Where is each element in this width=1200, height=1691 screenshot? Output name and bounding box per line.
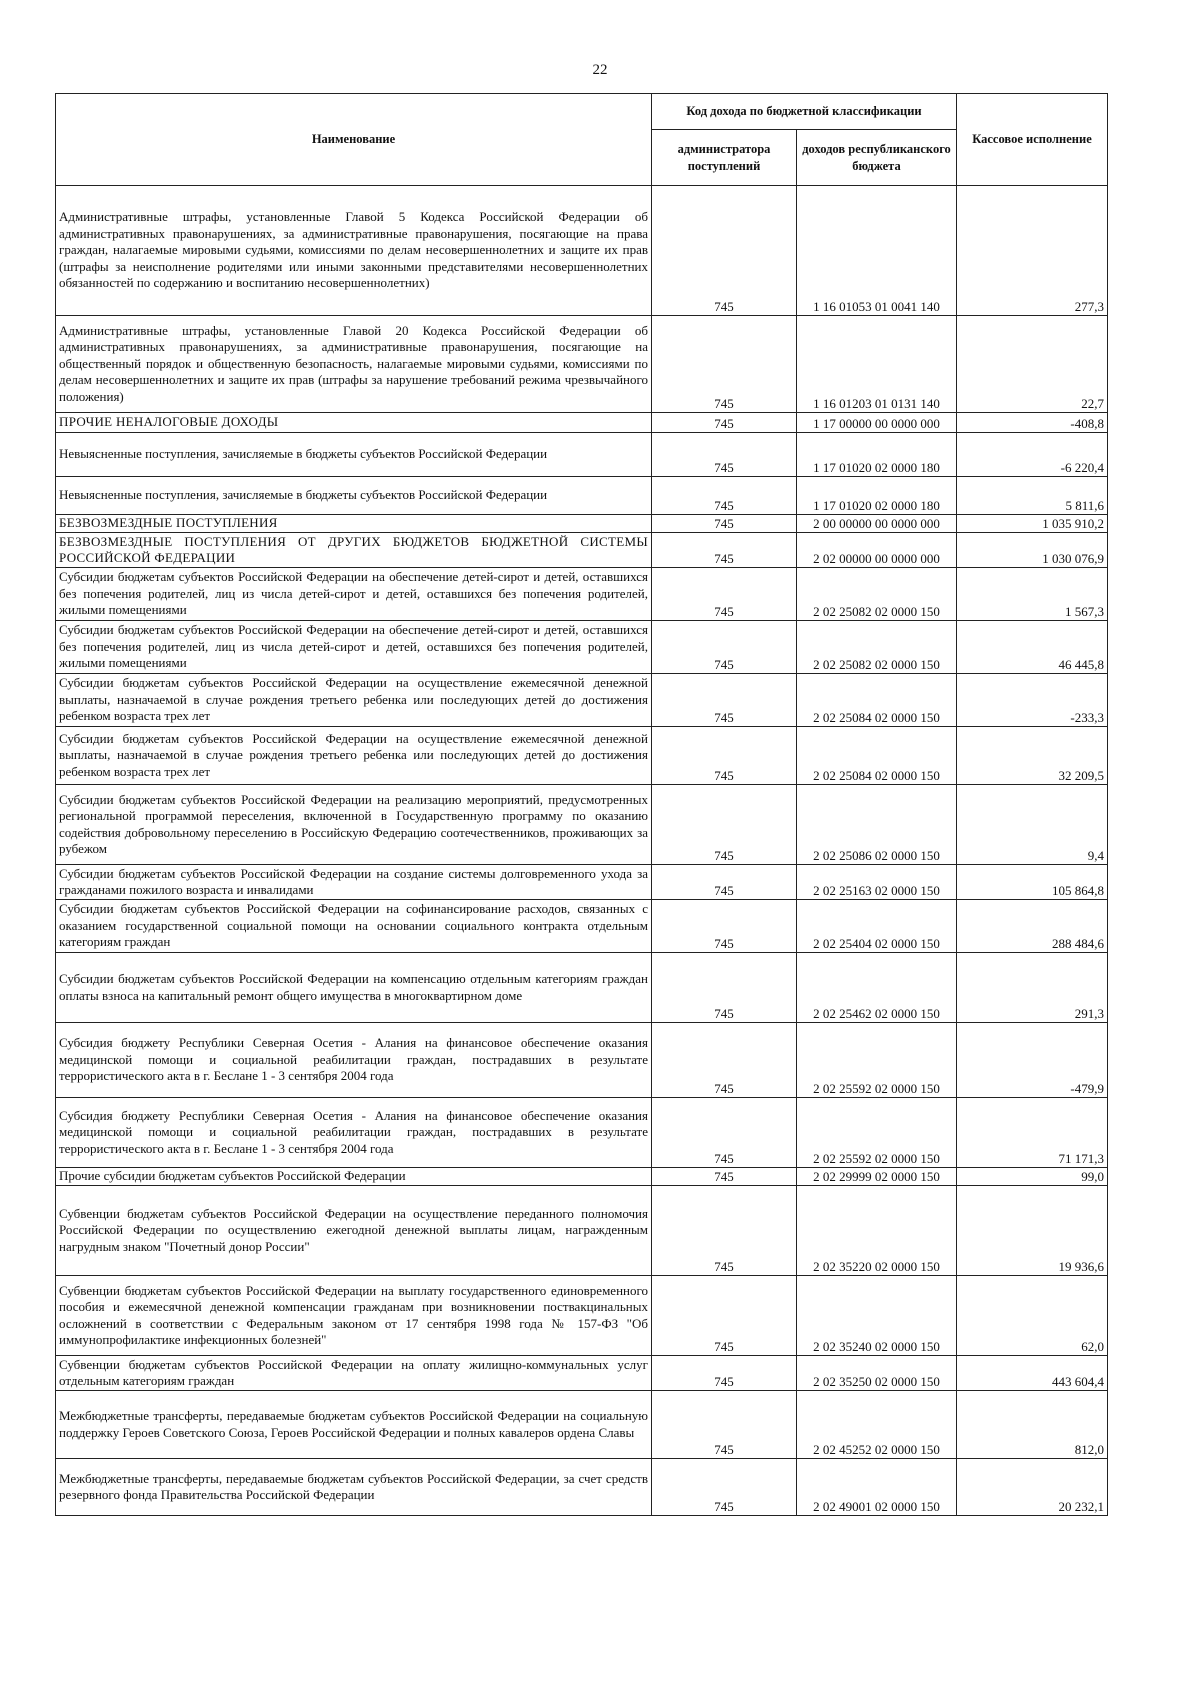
admin-code-cell: 745 (652, 1168, 797, 1186)
revenue-name-cell: Субвенции бюджетам субъектов Российской Федерации на оплату жилищно-коммунальных услуг отдельным категориям граждан (56, 1356, 652, 1391)
revenue-name-cell: Субсидии бюджетам субъектов Российской Федерации на реализацию мероприятий, предусмотренных региональной программой переселения, включенной в Государственную программу по оказанию содействия добровольному переселению в Российскую Федерацию соотечественников, проживающих за рубежом (56, 785, 652, 865)
admin-code-cell: 745 (652, 1276, 797, 1356)
admin-code-cell: 745 (652, 568, 797, 621)
income-code-cell: 1 17 00000 00 0000 000 (797, 413, 957, 433)
execution-value-cell: -6 220,4 (957, 433, 1108, 477)
income-code-cell: 2 00 00000 00 0000 000 (797, 515, 957, 533)
table-row (56, 477, 1108, 515)
income-code-cell: 2 02 25462 02 0000 150 (797, 953, 957, 1023)
execution-value-cell: 812,0 (957, 1391, 1108, 1459)
execution-value-cell: 443 604,4 (957, 1356, 1108, 1391)
execution-value-cell: 62,0 (957, 1276, 1108, 1356)
admin-code-cell: 745 (652, 727, 797, 785)
admin-code-cell: 745 (652, 953, 797, 1023)
income-code-cell: 2 02 00000 00 0000 000 (797, 533, 957, 568)
revenue-name-cell: Невыясненные поступления, зачисляемые в бюджеты субъектов Российской Федерации (56, 433, 652, 477)
execution-value-cell: -408,8 (957, 413, 1108, 433)
execution-value-cell: 32 209,5 (957, 727, 1108, 785)
execution-value-cell: 277,3 (957, 186, 1108, 316)
table-row (56, 1356, 1108, 1391)
execution-value-cell: 1 035 910,2 (957, 515, 1108, 533)
revenue-name-cell: Субсидия бюджету Республики Северная Осетия - Алания на финансовое обеспечение оказания медицинской помощи и социальной реабилитации граждан, пострадавших в результате террористического акта в г. Беслане 1 - 3 сентября 2004 года (56, 1023, 652, 1098)
table-row (56, 186, 1108, 316)
admin-code-cell: 745 (652, 433, 797, 477)
table-row (56, 413, 1108, 433)
revenue-name-cell: Невыясненные поступления, зачисляемые в бюджеты субъектов Российской Федерации (56, 477, 652, 515)
revenue-name-cell: Административные штрафы, установленные Главой 5 Кодекса Российской Федерации об административных правонарушениях, за административные правонарушения, посягающие на права граждан, налагаемые мировыми судьями, комиссиями по делам несовершеннолетних и защите их прав (штрафы за неисполнение родителями или иными законными представителями несовершеннолетних обязанностей по содержанию и воспитанию несовершеннолетних) (56, 186, 652, 316)
admin-code-cell: 745 (652, 413, 797, 433)
admin-code-cell: 745 (652, 1459, 797, 1516)
revenue-name-cell: Субсидии бюджетам субъектов Российской Федерации на обеспечение детей-сирот и детей, оставшихся без попечения родителей, лиц из числа детей-сирот и детей, оставшихся без попечения родителей, жилыми помещениями (56, 621, 652, 674)
revenue-name-cell: Административные штрафы, установленные Главой 20 Кодекса Российской Федерации об административных правонарушениях, за административные правонарушения, посягающие на общественный порядок и общественную безопасность, налагаемые мировыми судьями, комиссиями по делам несовершеннолетних и защите их прав (штрафы за нарушение требований режима чрезвычайного положения) (56, 316, 652, 413)
execution-value-cell: 71 171,3 (957, 1098, 1108, 1168)
table-row (56, 433, 1108, 477)
admin-code-cell: 745 (652, 1098, 797, 1168)
revenue-name-cell: ПРОЧИЕ НЕНАЛОГОВЫЕ ДОХОДЫ (56, 413, 652, 433)
execution-value-cell: 20 232,1 (957, 1459, 1108, 1516)
execution-value-cell: 9,4 (957, 785, 1108, 865)
execution-value-cell: 5 811,6 (957, 477, 1108, 515)
header-execution: Кассовое исполнение (957, 94, 1108, 186)
admin-code-cell: 745 (652, 477, 797, 515)
revenue-name-cell: Субвенции бюджетам субъектов Российской Федерации на выплату государственного единовременного пособия и ежемесячной денежной компенсации гражданам при возникновении поствакцинальных осложнений в соответствии с Федеральным законом от 17 сентября 1998 года № 157-ФЗ "Об иммунопрофилактике инфекционных болезней" (56, 1276, 652, 1356)
admin-code-cell: 745 (652, 900, 797, 953)
header-admin: администратора поступлений (652, 130, 797, 186)
income-code-cell: 2 02 35250 02 0000 150 (797, 1356, 957, 1391)
income-code-cell: 2 02 29999 02 0000 150 (797, 1168, 957, 1186)
header-income: доходов республиканского бюджета (797, 130, 957, 186)
income-code-cell: 2 02 25404 02 0000 150 (797, 900, 957, 953)
income-code-cell: 2 02 25086 02 0000 150 (797, 785, 957, 865)
income-code-cell: 2 02 25084 02 0000 150 (797, 674, 957, 727)
execution-value-cell: 105 864,8 (957, 865, 1108, 900)
header-code-group: Код дохода по бюджетной классификации (652, 94, 957, 130)
revenue-name-cell: Субвенции бюджетам субъектов Российской Федерации на осуществление переданного полномочия Российской Федерации по осуществлению ежегодной денежной выплаты лицам, награжденным нагрудным знаком "Почетный донор России" (56, 1186, 652, 1276)
table-row (56, 533, 1108, 568)
execution-value-cell: -233,3 (957, 674, 1108, 727)
revenue-name-cell: БЕЗВОЗМЕЗДНЫЕ ПОСТУПЛЕНИЯ ОТ ДРУГИХ БЮДЖЕТОВ БЮДЖЕТНОЙ СИСТЕМЫ РОССИЙСКОЙ ФЕДЕРАЦИИ (56, 533, 652, 568)
revenue-name-cell: Межбюджетные трансферты, передаваемые бюджетам субъектов Российской Федерации на социальную поддержку Героев Советского Союза, Героев Российской Федерации и полных кавалеров ордена Славы (56, 1391, 652, 1459)
table-row (56, 1459, 1108, 1516)
table-row (56, 1276, 1108, 1356)
admin-code-cell: 745 (652, 533, 797, 568)
admin-code-cell: 745 (652, 865, 797, 900)
revenue-name-cell: Субсидии бюджетам субъектов Российской Федерации на софинансирование расходов, связанных с оказанием государственной социальной помощи на основании социального контракта отдельным категориям граждан (56, 900, 652, 953)
income-code-cell: 2 02 35220 02 0000 150 (797, 1186, 957, 1276)
admin-code-cell: 745 (652, 515, 797, 533)
revenue-name-cell: БЕЗВОЗМЕЗДНЫЕ ПОСТУПЛЕНИЯ (56, 515, 652, 533)
revenue-name-cell: Субсидии бюджетам субъектов Российской Федерации на обеспечение детей-сирот и детей, оставшихся без попечения родителей, лиц из числа детей-сирот и детей, оставшихся без попечения родителей, жилыми помещениями (56, 568, 652, 621)
income-code-cell: 2 02 45252 02 0000 150 (797, 1391, 957, 1459)
income-code-cell: 2 02 25084 02 0000 150 (797, 727, 957, 785)
table-row (56, 1391, 1108, 1459)
table-row (56, 1186, 1108, 1276)
table-row (56, 621, 1108, 674)
income-code-cell: 2 02 25592 02 0000 150 (797, 1023, 957, 1098)
income-code-cell: 2 02 25082 02 0000 150 (797, 568, 957, 621)
table-row (56, 1168, 1108, 1186)
table-row (56, 316, 1108, 413)
revenue-name-cell: Субсидии бюджетам субъектов Российской Федерации на осуществление ежемесячной денежной выплаты, назначаемой в случае рождения третьего ребенка или последующих детей до достижения ребенком возраста трех лет (56, 674, 652, 727)
income-code-cell: 1 16 01053 01 0041 140 (797, 186, 957, 316)
table-row (56, 515, 1108, 533)
admin-code-cell: 745 (652, 316, 797, 413)
execution-value-cell: 99,0 (957, 1168, 1108, 1186)
execution-value-cell: 22,7 (957, 316, 1108, 413)
income-code-cell: 2 02 25082 02 0000 150 (797, 621, 957, 674)
execution-value-cell: 291,3 (957, 953, 1108, 1023)
income-code-cell: 1 17 01020 02 0000 180 (797, 433, 957, 477)
admin-code-cell: 745 (652, 1356, 797, 1391)
revenue-name-cell: Межбюджетные трансферты, передаваемые бюджетам субъектов Российской Федерации, за счет средств резервного фонда Правительства Российской Федерации (56, 1459, 652, 1516)
execution-value-cell: 288 484,6 (957, 900, 1108, 953)
income-code-cell: 2 02 25592 02 0000 150 (797, 1098, 957, 1168)
page-number: 22 (592, 62, 608, 78)
header-name: Наименование (56, 94, 652, 186)
execution-value-cell: 1 030 076,9 (957, 533, 1108, 568)
admin-code-cell: 745 (652, 1391, 797, 1459)
execution-value-cell: 46 445,8 (957, 621, 1108, 674)
execution-value-cell: 1 567,3 (957, 568, 1108, 621)
table-row (56, 568, 1108, 621)
table-row (56, 865, 1108, 900)
table-row (56, 785, 1108, 865)
revenue-name-cell: Субсидии бюджетам субъектов Российской Федерации на создание системы долговременного ухода за гражданами пожилого возраста и инвалидами (56, 865, 652, 900)
admin-code-cell: 745 (652, 1186, 797, 1276)
execution-value-cell: 19 936,6 (957, 1186, 1108, 1276)
admin-code-cell: 745 (652, 785, 797, 865)
income-code-cell: 1 16 01203 01 0131 140 (797, 316, 957, 413)
revenue-name-cell: Субсидии бюджетам субъектов Российской Федерации на компенсацию отдельным категориям граждан оплаты взноса на капитальный ремонт общего имущества в многоквартирном доме (56, 953, 652, 1023)
revenue-name-cell: Субсидия бюджету Республики Северная Осетия - Алания на финансовое обеспечение оказания медицинской помощи и социальной реабилитации граждан, пострадавших в результате террористического акта в г. Беслане 1 - 3 сентября 2004 года (56, 1098, 652, 1168)
admin-code-cell: 745 (652, 674, 797, 727)
income-code-cell: 2 02 49001 02 0000 150 (797, 1459, 957, 1516)
table-row (56, 674, 1108, 727)
budget-revenue-table (55, 93, 1108, 1516)
admin-code-cell: 745 (652, 186, 797, 316)
table-row (56, 900, 1108, 953)
revenue-name-cell: Прочие субсидии бюджетам субъектов Российской Федерации (56, 1168, 652, 1186)
admin-code-cell: 745 (652, 1023, 797, 1098)
revenue-name-cell: Субсидии бюджетам субъектов Российской Федерации на осуществление ежемесячной денежной выплаты, назначаемой в случае рождения третьего ребенка или последующих детей до достижения ребенком возраста трех лет (56, 727, 652, 785)
income-code-cell: 1 17 01020 02 0000 180 (797, 477, 957, 515)
table-row (56, 1098, 1108, 1168)
table-row (56, 953, 1108, 1023)
execution-value-cell: -479,9 (957, 1023, 1108, 1098)
income-code-cell: 2 02 35240 02 0000 150 (797, 1276, 957, 1356)
income-code-cell: 2 02 25163 02 0000 150 (797, 865, 957, 900)
admin-code-cell: 745 (652, 621, 797, 674)
table-row (56, 1023, 1108, 1098)
table-row (56, 727, 1108, 785)
